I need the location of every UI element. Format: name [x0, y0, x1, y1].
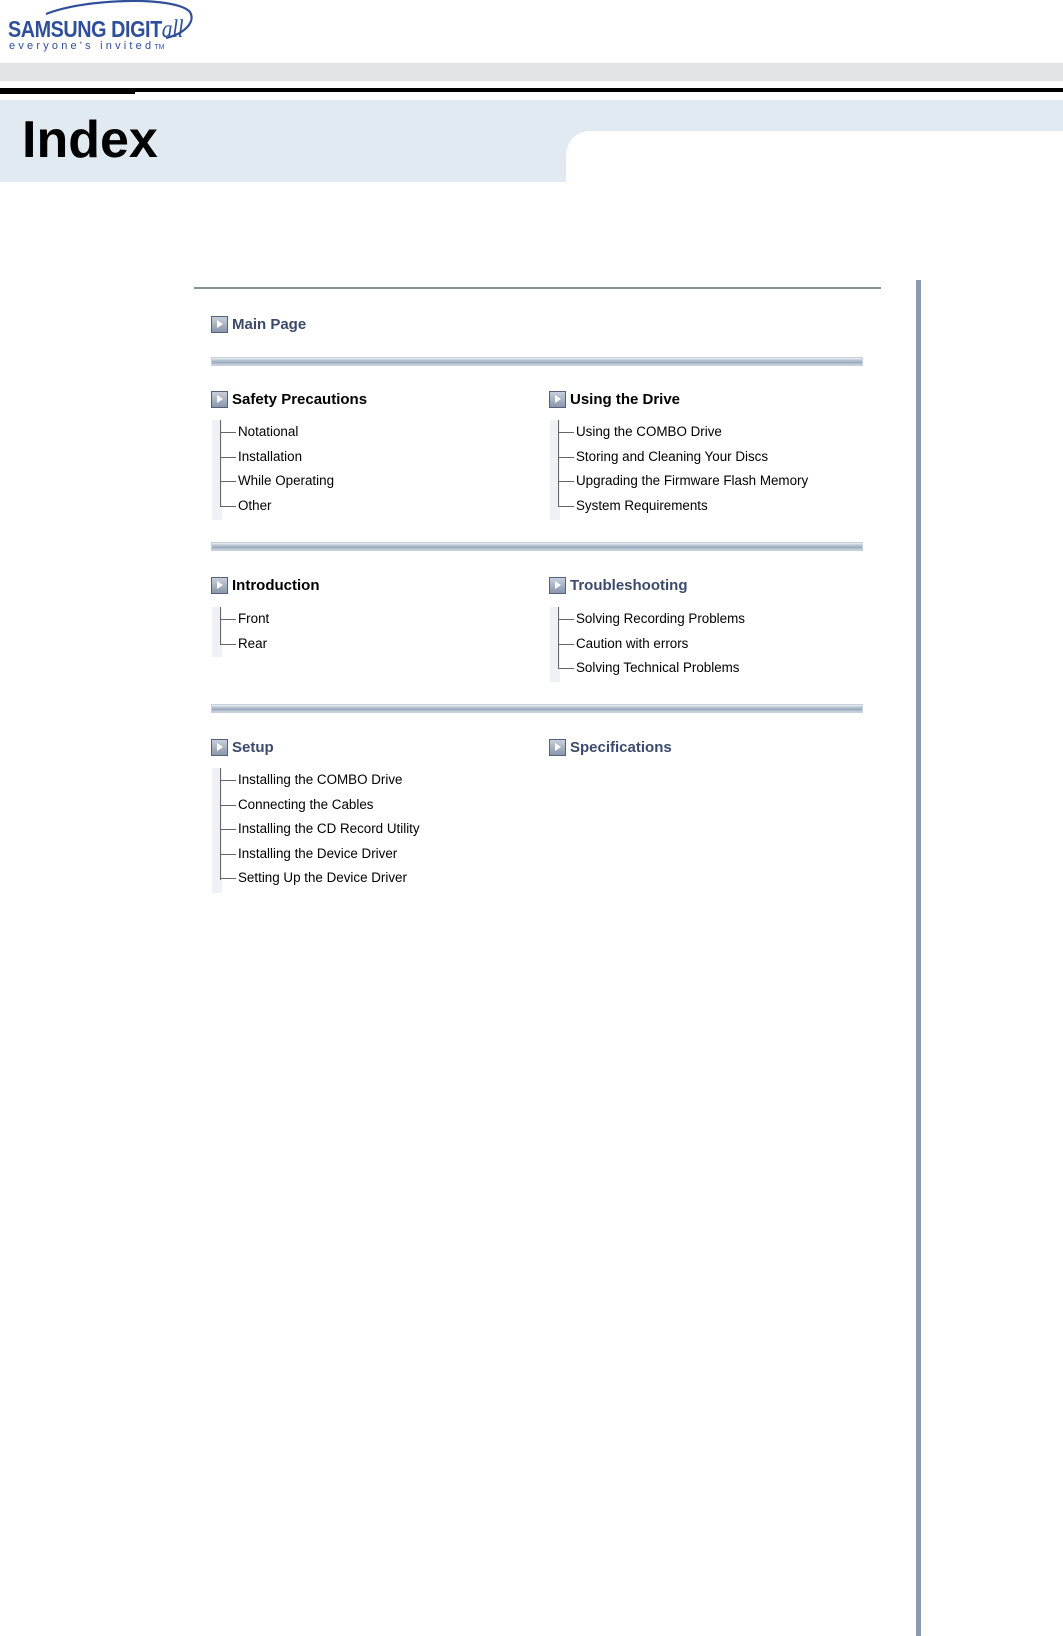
main-page-link[interactable] — [211, 316, 306, 333]
safety-precautions-heading[interactable] — [211, 391, 367, 408]
samsung-logo — [6, 0, 196, 58]
list-item[interactable]: Installing the COMBO Drive — [212, 768, 420, 793]
list-item[interactable]: Installation — [212, 445, 334, 470]
list-item[interactable]: Rear — [212, 632, 269, 657]
section-separator — [211, 542, 863, 551]
introduction-list — [212, 607, 269, 656]
arrow-right-icon — [549, 739, 566, 756]
list-item[interactable]: Setting Up the Device Driver — [212, 866, 420, 891]
list-item[interactable]: Solving Recording Problems — [550, 607, 745, 632]
list-item[interactable]: System Requirements — [550, 494, 808, 519]
introduction-heading[interactable] — [211, 577, 319, 594]
main-page-label: Main Page — [232, 316, 307, 333]
page-title: Index — [22, 111, 158, 169]
arrow-right-icon — [211, 739, 228, 756]
arrow-right-icon — [549, 391, 566, 408]
list-item[interactable]: Installing the CD Record Utility — [212, 817, 420, 842]
using-the-drive-list — [550, 420, 808, 518]
safety-precautions-list — [212, 420, 334, 518]
title-band-notch — [566, 131, 1063, 182]
list-item[interactable]: Using the COMBO Drive — [550, 420, 808, 445]
list-item[interactable]: Solving Technical Problems — [550, 656, 745, 681]
list-item[interactable]: Notational — [212, 420, 334, 445]
list-item[interactable]: Installing the Device Driver — [212, 842, 420, 867]
index-right-rule — [916, 280, 921, 1636]
header-divider — [0, 88, 1063, 92]
index-top-rule — [194, 287, 881, 289]
setup-heading[interactable] — [211, 739, 274, 756]
list-item[interactable]: Connecting the Cables — [212, 793, 420, 818]
header-gray-band — [0, 63, 1063, 81]
arrow-right-icon — [211, 391, 228, 408]
using-the-drive-heading[interactable] — [549, 391, 680, 408]
logo-tm: TM — [154, 44, 165, 51]
introduction-title: Introduction — [232, 577, 320, 594]
arrow-right-icon — [211, 316, 228, 333]
list-item[interactable]: While Operating — [212, 469, 334, 494]
logo-tagline: everyone's invited — [9, 40, 155, 52]
list-item[interactable]: Caution with errors — [550, 632, 745, 657]
logo-script-text: all — [161, 16, 184, 43]
list-item[interactable]: Upgrading the Firmware Flash Memory — [550, 469, 808, 494]
setup-title: Setup — [232, 739, 274, 756]
using-the-drive-title: Using the Drive — [570, 391, 681, 408]
header-divider-accent — [0, 92, 135, 94]
section-separator — [211, 357, 863, 366]
arrow-right-icon — [211, 577, 228, 594]
specifications-title: Specifications — [570, 739, 672, 756]
logo-brand-text: SAMSUNG DIGIT — [8, 16, 162, 42]
setup-list — [212, 768, 420, 891]
list-item[interactable]: Other — [212, 494, 334, 519]
list-item[interactable]: Storing and Cleaning Your Discs — [550, 445, 808, 470]
list-item[interactable]: Front — [212, 607, 269, 632]
safety-precautions-title: Safety Precautions — [232, 391, 368, 408]
troubleshooting-title: Troubleshooting — [570, 577, 688, 594]
specifications-heading[interactable] — [549, 739, 672, 756]
troubleshooting-list — [550, 607, 745, 681]
troubleshooting-heading[interactable] — [549, 577, 688, 594]
section-separator — [211, 704, 863, 713]
arrow-right-icon — [549, 577, 566, 594]
